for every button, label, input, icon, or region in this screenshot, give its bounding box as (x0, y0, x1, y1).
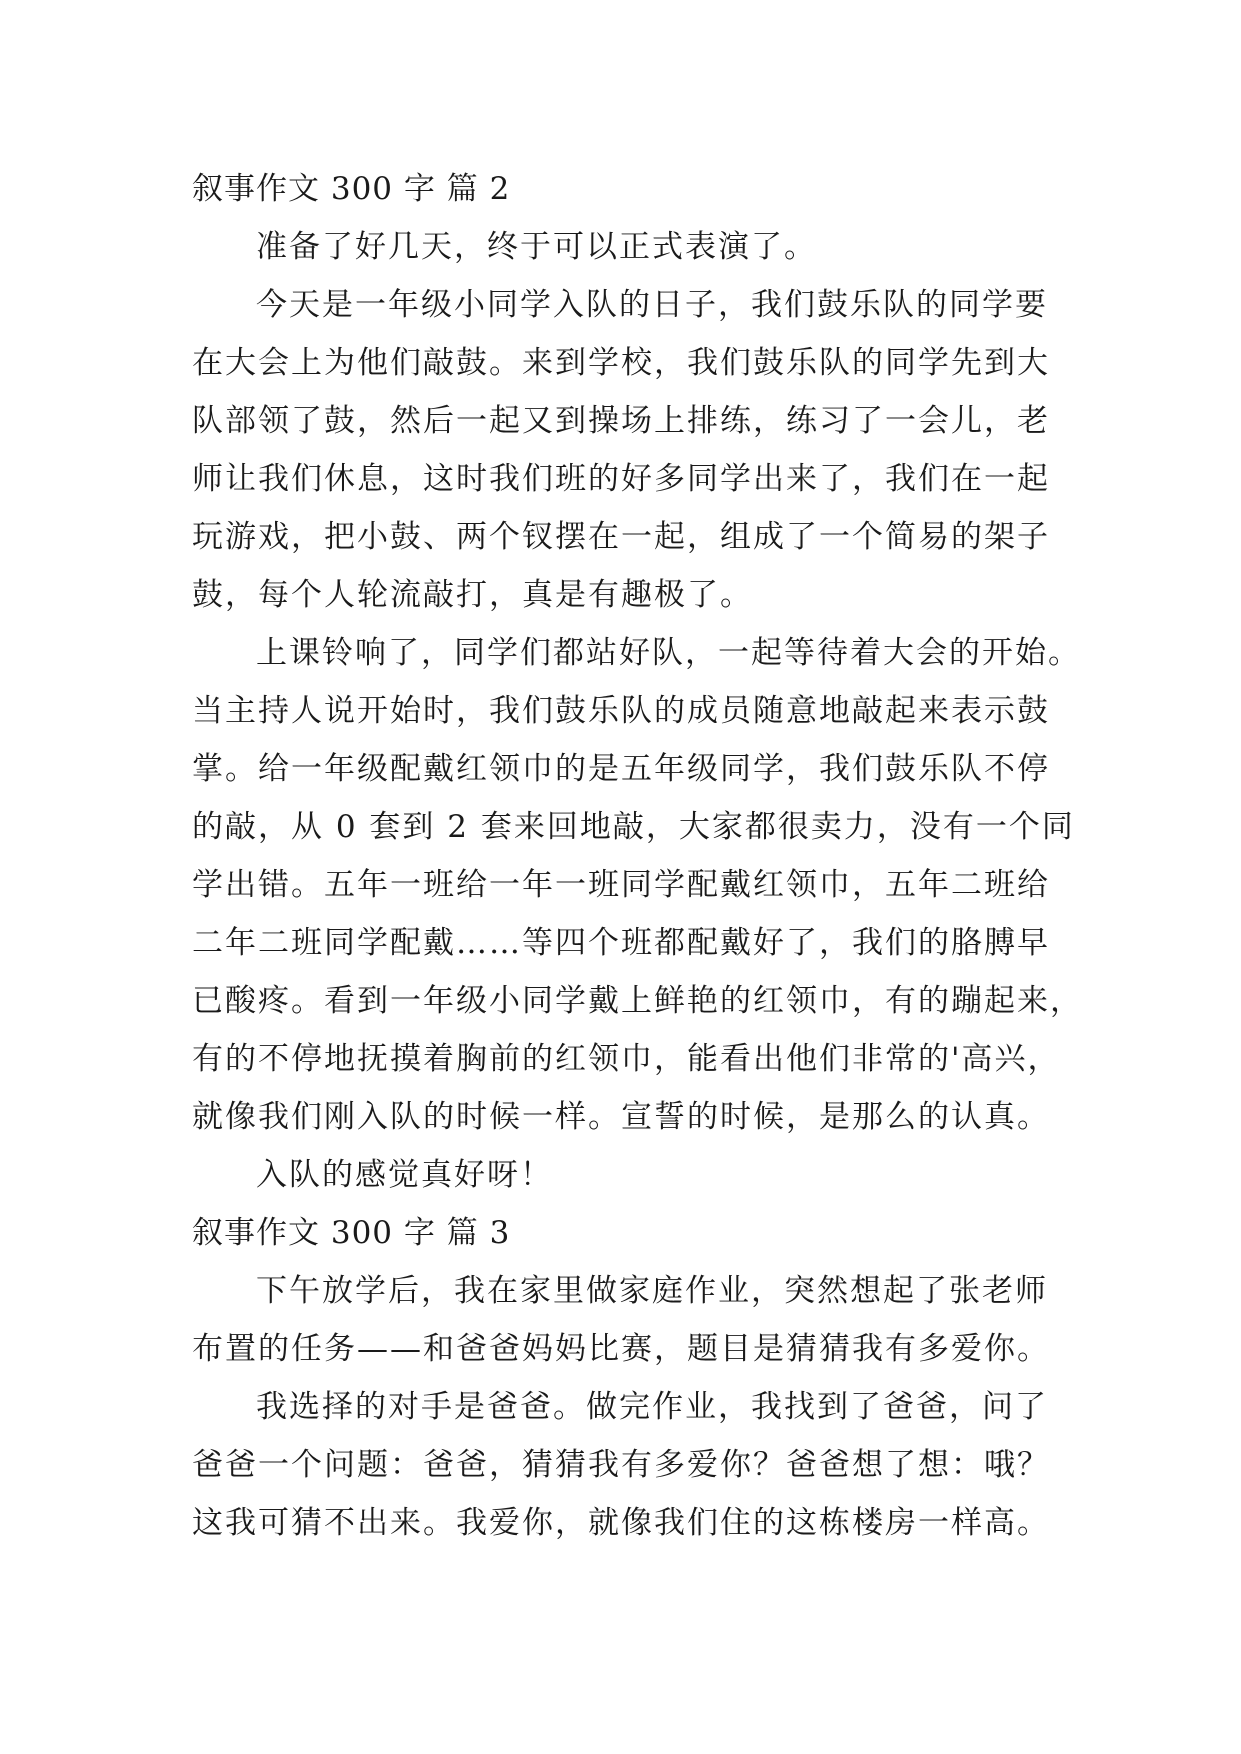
paragraph-line: 队部领了鼓，然后一起又到操场上排练，练习了一会儿，老 (192, 403, 1050, 439)
paragraph-line: 我选择的对手是爸爸。做完作业，我找到了爸爸，问了 (256, 1389, 1048, 1425)
paragraph-line: 布置的任务——和爸爸妈妈比赛，题目是猜猜我有多爱你。 (192, 1331, 1050, 1367)
paragraph-line: 学出错。五年一班给一年一班同学配戴红领巾，五年二班给 (192, 867, 1050, 903)
paragraph-line: 有的不停地抚摸着胸前的红领巾，能看出他们非常的'高兴， (192, 1041, 1061, 1077)
paragraph-line: 今天是一年级小同学入队的日子，我们鼓乐队的同学要 (256, 287, 1048, 323)
paragraph-line: 上课铃响了，同学们都站好队，一起等待着大会的开始。 (256, 635, 1081, 671)
paragraph-line: 这我可猜不出来。我爱你，就像我们住的这栋楼房一样高。 (192, 1505, 1050, 1541)
paragraph-line: 爸爸一个问题：爸爸，猜猜我有多爱你？爸爸想了想：哦？ (192, 1447, 1050, 1483)
paragraph-line: 的敲，从 0 套到 2 套来回地敲，大家都很卖力，没有一个同 (192, 809, 1075, 845)
paragraph-line: 师让我们休息，这时我们班的好多同学出来了，我们在一起 (192, 461, 1050, 497)
document-page (192, 160, 1083, 1552)
paragraph-line: 就像我们刚入队的时候一样。宣誓的时候，是那么的认真。 (192, 1099, 1050, 1135)
paragraph-line: 已酸疼。看到一年级小同学戴上鲜艳的红领巾，有的蹦起来， (192, 983, 1083, 1019)
paragraph-line: 玩游戏，把小鼓、两个钗摆在一起，组成了一个简易的架子 (192, 519, 1050, 555)
paragraph-line: 入队的感觉真好呀！ (256, 1157, 553, 1193)
paragraph-line: 掌。给一年级配戴红领巾的是五年级同学，我们鼓乐队不停 (192, 751, 1050, 787)
paragraph-line: 下午放学后，我在家里做家庭作业，突然想起了张老师 (256, 1273, 1048, 1309)
paragraph-line: 当主持人说开始时，我们鼓乐队的成员随意地敲起来表示鼓 (192, 693, 1050, 729)
section-heading: 叙事作文 300 字 篇 2 (192, 171, 511, 207)
section-heading: 叙事作文 300 字 篇 3 (192, 1215, 511, 1251)
paragraph-line: 二年二班同学配戴……等四个班都配戴好了，我们的胳膊早 (192, 925, 1050, 961)
paragraph-line: 鼓，每个人轮流敲打，真是有趣极了。 (192, 577, 753, 613)
paragraph-line: 在大会上为他们敲鼓。来到学校，我们鼓乐队的同学先到大 (192, 345, 1050, 381)
paragraph-line: 准备了好几天，终于可以正式表演了。 (256, 229, 817, 265)
